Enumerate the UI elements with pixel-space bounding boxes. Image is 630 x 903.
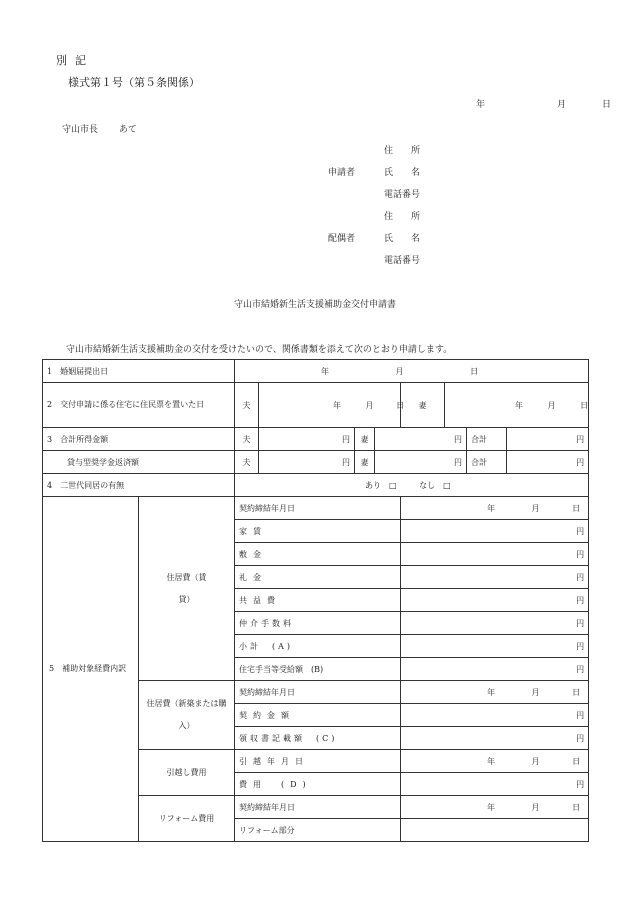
expense-breakdown-label: 5 補助対象経費内訳 xyxy=(43,497,139,842)
applicant-address-label: 住 所 xyxy=(384,146,421,156)
date-year: 年 xyxy=(476,100,486,110)
purchase-contract-date-field[interactable]: 年 月 日 xyxy=(401,681,589,704)
table-row xyxy=(43,428,589,451)
scholarship-label: 貸与型奨学金返済額 xyxy=(43,451,235,474)
wife-label: 妻 xyxy=(355,451,375,474)
housing-allowance-b-field[interactable]: 円 xyxy=(401,658,589,681)
unit-month: 月 xyxy=(395,366,404,376)
table-row xyxy=(43,451,589,474)
wife-income-field[interactable]: 円 xyxy=(375,428,467,451)
addressee xyxy=(62,122,137,135)
purchase-contract-date-label: 契約締結年月日 xyxy=(235,681,401,704)
unit-year: 年 xyxy=(333,400,341,410)
table-row xyxy=(43,360,589,383)
receipt-amount-c-label: 領収書記載額 (C) xyxy=(235,727,401,750)
unit-month: 月 xyxy=(365,400,374,410)
reform-contract-date-label: 契約締結年月日 xyxy=(235,796,401,819)
husband-scholarship-field[interactable]: 円 xyxy=(259,451,355,474)
table-row xyxy=(43,383,589,428)
moving-cost-d-field[interactable]: 円 xyxy=(401,773,589,796)
unit-year: 年 xyxy=(321,366,329,376)
addressee-name: 守山市長 xyxy=(62,125,99,135)
brokerage-fee-field[interactable]: 円 xyxy=(401,612,589,635)
rent-contract-date-field[interactable]: 年 月 日 xyxy=(401,497,589,520)
reform-part-field[interactable] xyxy=(401,819,589,842)
common-fee-field[interactable]: 円 xyxy=(401,589,589,612)
husband-income-field[interactable]: 円 xyxy=(259,428,355,451)
wife-residence-date-field[interactable] xyxy=(445,383,589,428)
spouse-name-label: 氏 名 xyxy=(384,234,421,244)
applicant-phone-label: 電話番号 xyxy=(384,190,421,200)
table-row xyxy=(43,497,589,520)
spouse-address-label: 住 所 xyxy=(384,212,421,222)
unit-day: 日 xyxy=(580,400,589,410)
wife-scholarship-field[interactable]: 円 xyxy=(375,451,467,474)
key-money-label: 礼金 xyxy=(235,566,401,589)
two-generation-label: 4 二世代同居の有無 xyxy=(43,474,235,497)
application-table xyxy=(42,359,589,842)
residence-date-label: 2 交付申請に係る住宅に住民票を置いた日 xyxy=(43,383,235,428)
date-month: 月 xyxy=(557,100,567,110)
rent-field[interactable]: 円 xyxy=(401,520,589,543)
receipt-amount-c-field[interactable]: 円 xyxy=(401,727,589,750)
rent-label: 家賃 xyxy=(235,520,401,543)
husband-label: 夫 xyxy=(235,428,259,451)
unit-day: 日 xyxy=(396,400,405,410)
deposit-field[interactable]: 円 xyxy=(401,543,589,566)
deposit-label: 敷金 xyxy=(235,543,401,566)
husband-residence-date-field[interactable] xyxy=(259,383,405,428)
key-money-field[interactable]: 円 xyxy=(401,566,589,589)
contract-amount-label: 契約金額 xyxy=(235,704,401,727)
income-label: 3 合計所得金額 xyxy=(43,428,235,451)
intro-text: 守山市結婚新生活支援補助金の交付を受けたいので、関係書類を添えて次のとおり申請します。 xyxy=(66,345,453,355)
applicant-name-label: 氏 名 xyxy=(384,168,421,178)
total-label: 合計 xyxy=(467,451,507,474)
unit-day: 日 xyxy=(470,366,479,376)
moving-cost-d-label: 費用 (D) xyxy=(235,773,401,796)
document-title: 守山市結婚新生活支援補助金交付申請書 xyxy=(233,300,396,310)
reform-cost-label: リフォーム費用 xyxy=(139,796,235,842)
appendix-label: 別記 xyxy=(56,54,94,67)
addressee-suffix: あて xyxy=(118,125,137,135)
moving-date-field[interactable]: 年 月 日 xyxy=(401,750,589,773)
housing-allowance-b-label: 住宅手当等受給額 (B) xyxy=(235,658,401,681)
moving-cost-label: 引越し費用 xyxy=(139,750,235,796)
marriage-date-field[interactable] xyxy=(235,360,589,383)
total-label: 合計 xyxy=(467,428,507,451)
moving-date-label: 引越年月日 xyxy=(235,750,401,773)
total-scholarship-field[interactable]: 円 xyxy=(507,451,589,474)
unit-month: 月 xyxy=(547,400,556,410)
unit-year: 年 xyxy=(515,400,523,410)
husband-label: 夫 xyxy=(235,451,259,474)
table-row xyxy=(43,474,589,497)
reform-part-label: リフォーム部分 xyxy=(235,819,401,842)
submission-date xyxy=(476,97,612,110)
wife-label: 妻 xyxy=(401,383,445,428)
purchase-housing-label: 住居費（新築または購入） xyxy=(139,681,235,750)
subtotal-a-label: 小計 (A) xyxy=(235,635,401,658)
brokerage-fee-label: 仲介手数料 xyxy=(235,612,401,635)
spouse-label: 配偶者 xyxy=(328,234,356,244)
no-checkbox[interactable]: なし □ xyxy=(419,480,451,490)
wife-label: 妻 xyxy=(355,428,375,451)
total-income-field[interactable]: 円 xyxy=(507,428,589,451)
rent-housing-label: 住居費（賃貸） xyxy=(139,497,235,681)
applicant-label: 申請者 xyxy=(328,168,356,178)
rent-contract-date-label: 契約締結年月日 xyxy=(235,497,401,520)
form-number: 様式第１号（第５条関係） xyxy=(68,76,200,89)
contract-amount-field[interactable]: 円 xyxy=(401,704,589,727)
spouse-phone-label: 電話番号 xyxy=(384,256,421,266)
husband-label: 夫 xyxy=(235,383,259,428)
subtotal-a-field[interactable]: 円 xyxy=(401,635,589,658)
marriage-date-label: 1 婚姻届提出日 xyxy=(43,360,235,383)
yes-checkbox[interactable]: あり □ xyxy=(365,480,397,490)
common-fee-label: 共益費 xyxy=(235,589,401,612)
two-generation-field xyxy=(235,474,589,497)
date-day: 日 xyxy=(602,100,612,110)
reform-contract-date-field[interactable]: 年 月 日 xyxy=(401,796,589,819)
